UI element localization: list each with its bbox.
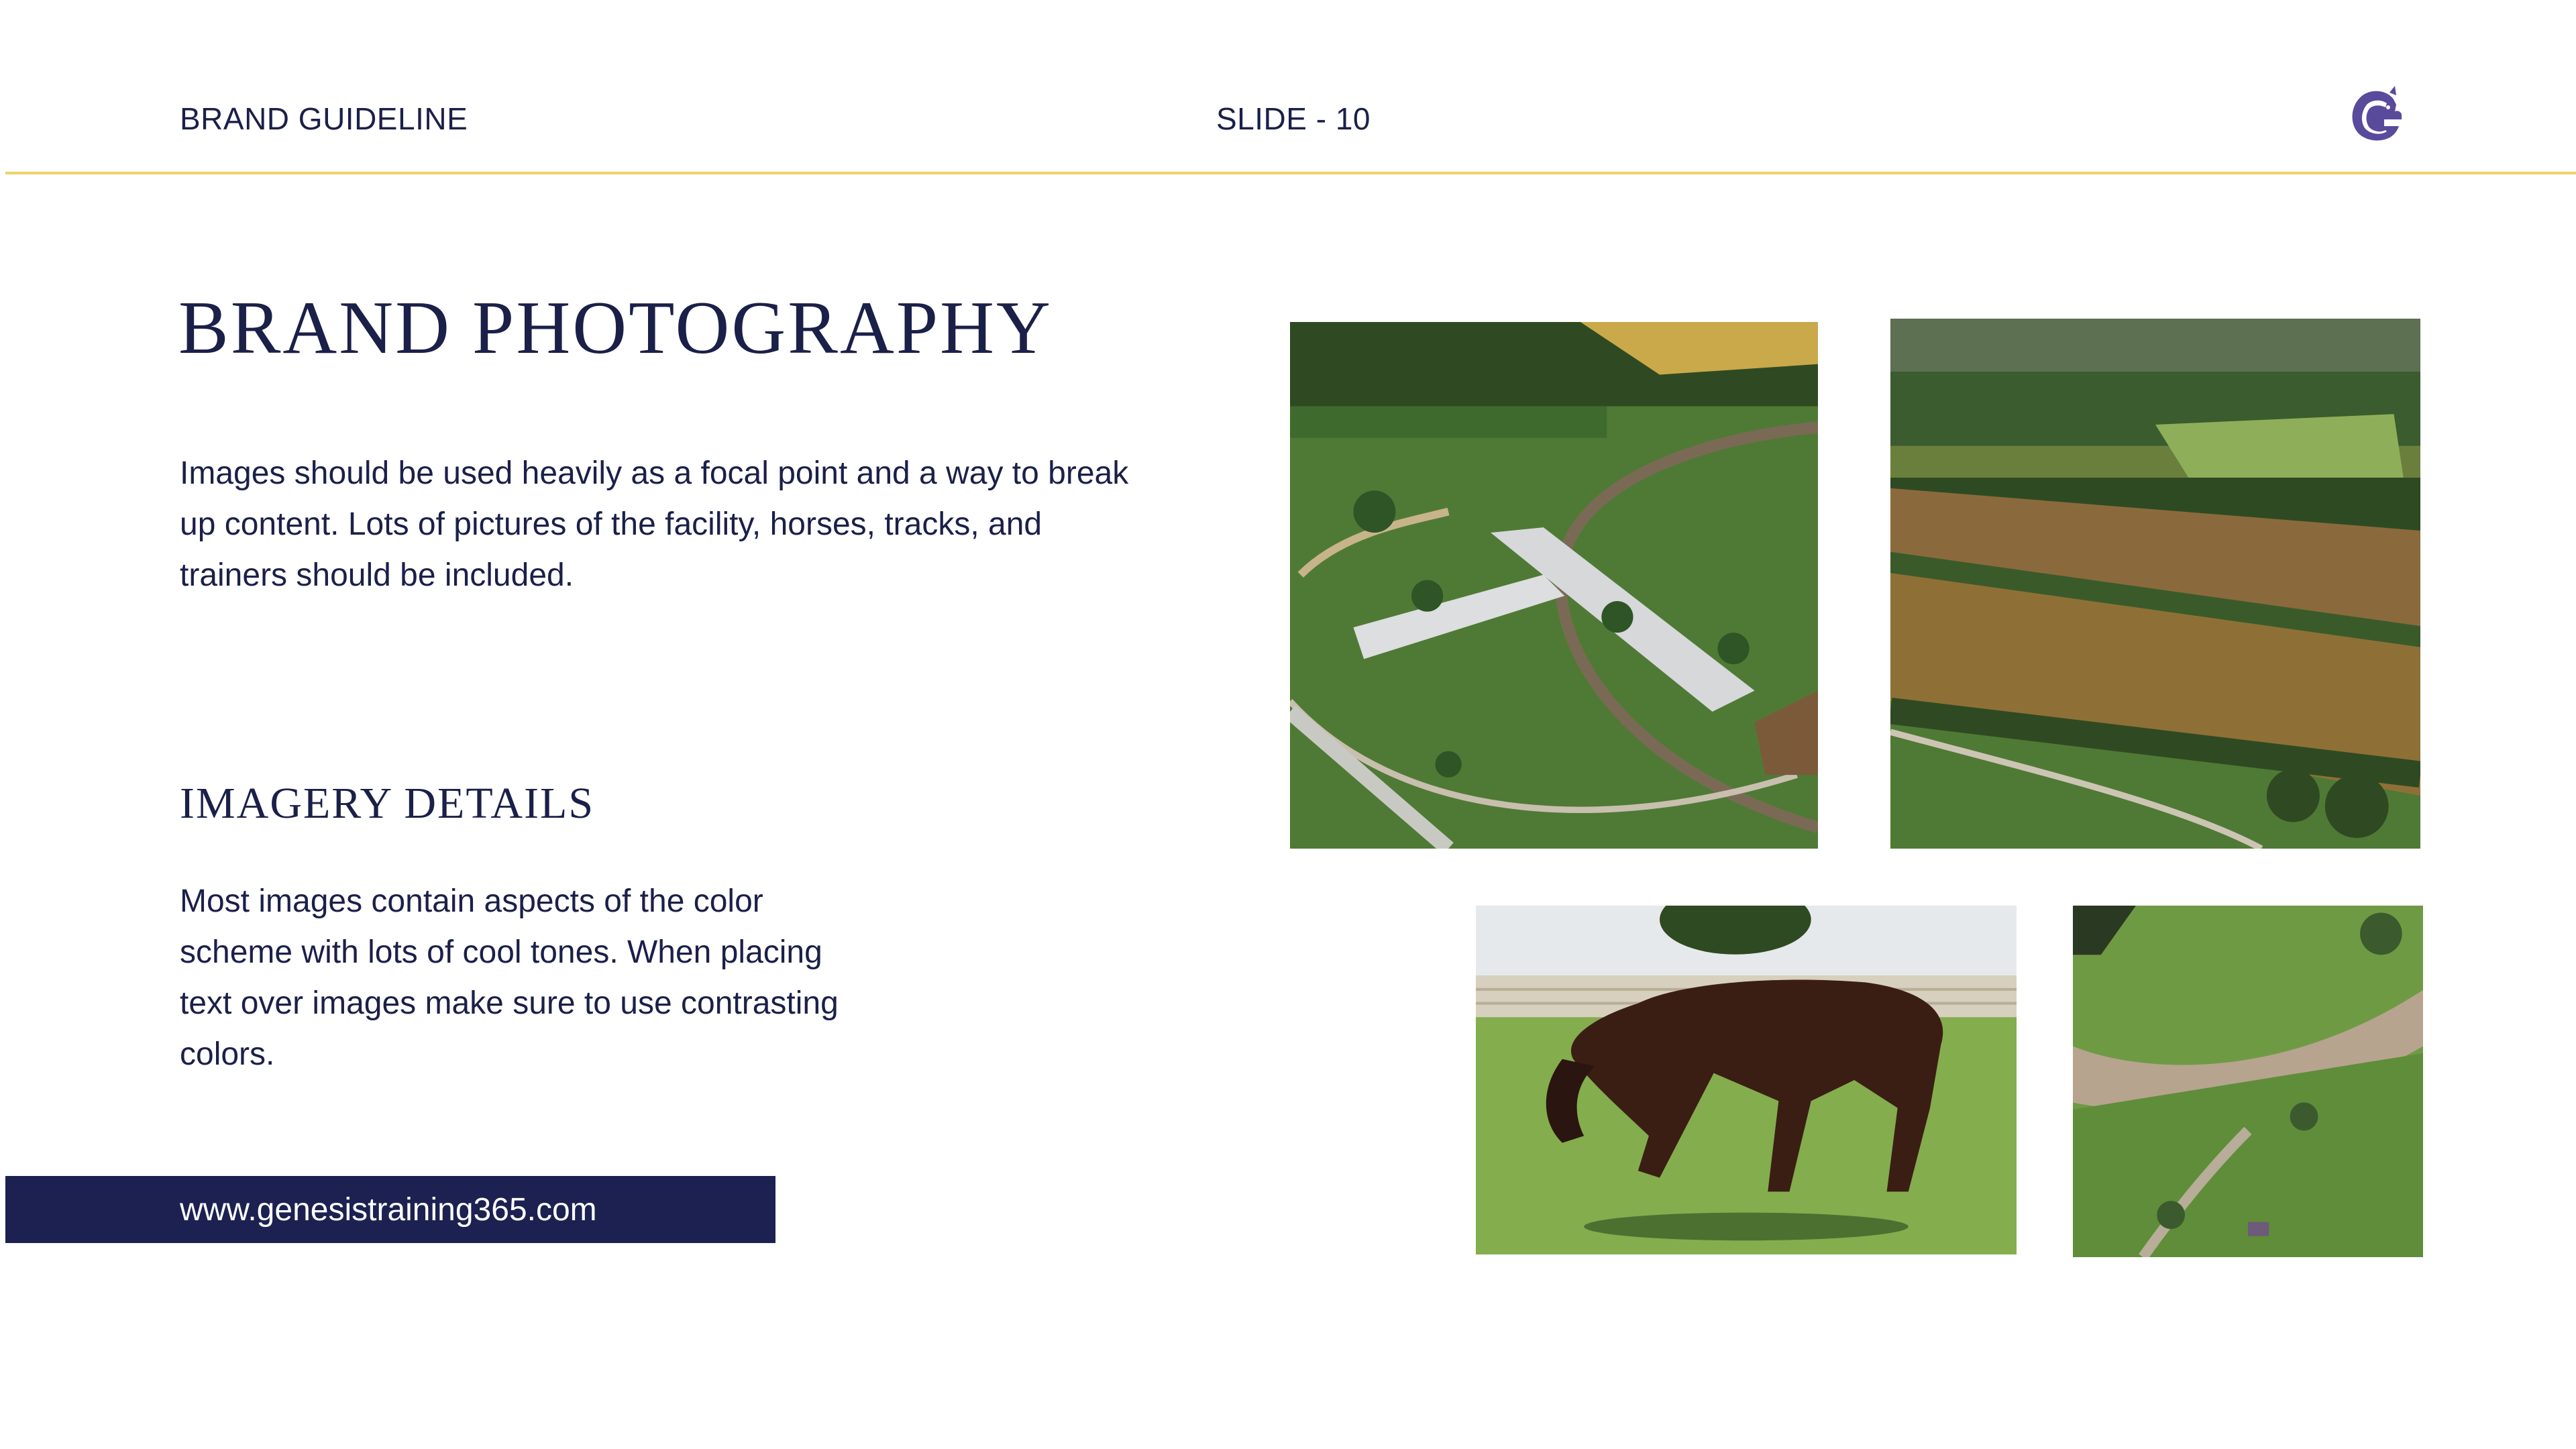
section-heading: IMAGERY DETAILS bbox=[180, 779, 595, 828]
website-url-bar[interactable] bbox=[5, 1176, 775, 1243]
aerial-farmland-photo bbox=[1890, 319, 2420, 849]
details-paragraph: Most images contain aspects of the color scheme with lots of cool tones. When placing text over images make sure to use contrasting colors. bbox=[180, 883, 839, 1072]
slide-number-label: SLIDE - 10 bbox=[1216, 101, 1371, 136]
page-title: BRAND PHOTOGRAPHY bbox=[178, 286, 1053, 370]
overhead-track-photo bbox=[2073, 906, 2423, 1257]
header-divider bbox=[5, 172, 2576, 174]
website-url-link[interactable]: www.genesistraining365.com bbox=[180, 1191, 597, 1228]
horse-head-g-logo-icon bbox=[2347, 85, 2404, 145]
aerial-facility-photo bbox=[1290, 322, 1818, 849]
intro-paragraph: Images should be used heavily as a focal point and a way to break up content. Lots of pictures of the facility, horses, tracks, and trainers should be included. bbox=[180, 455, 1129, 593]
grazing-horse-photo bbox=[1476, 906, 2017, 1254]
brand-guideline-label: BRAND GUIDELINE bbox=[180, 101, 468, 136]
